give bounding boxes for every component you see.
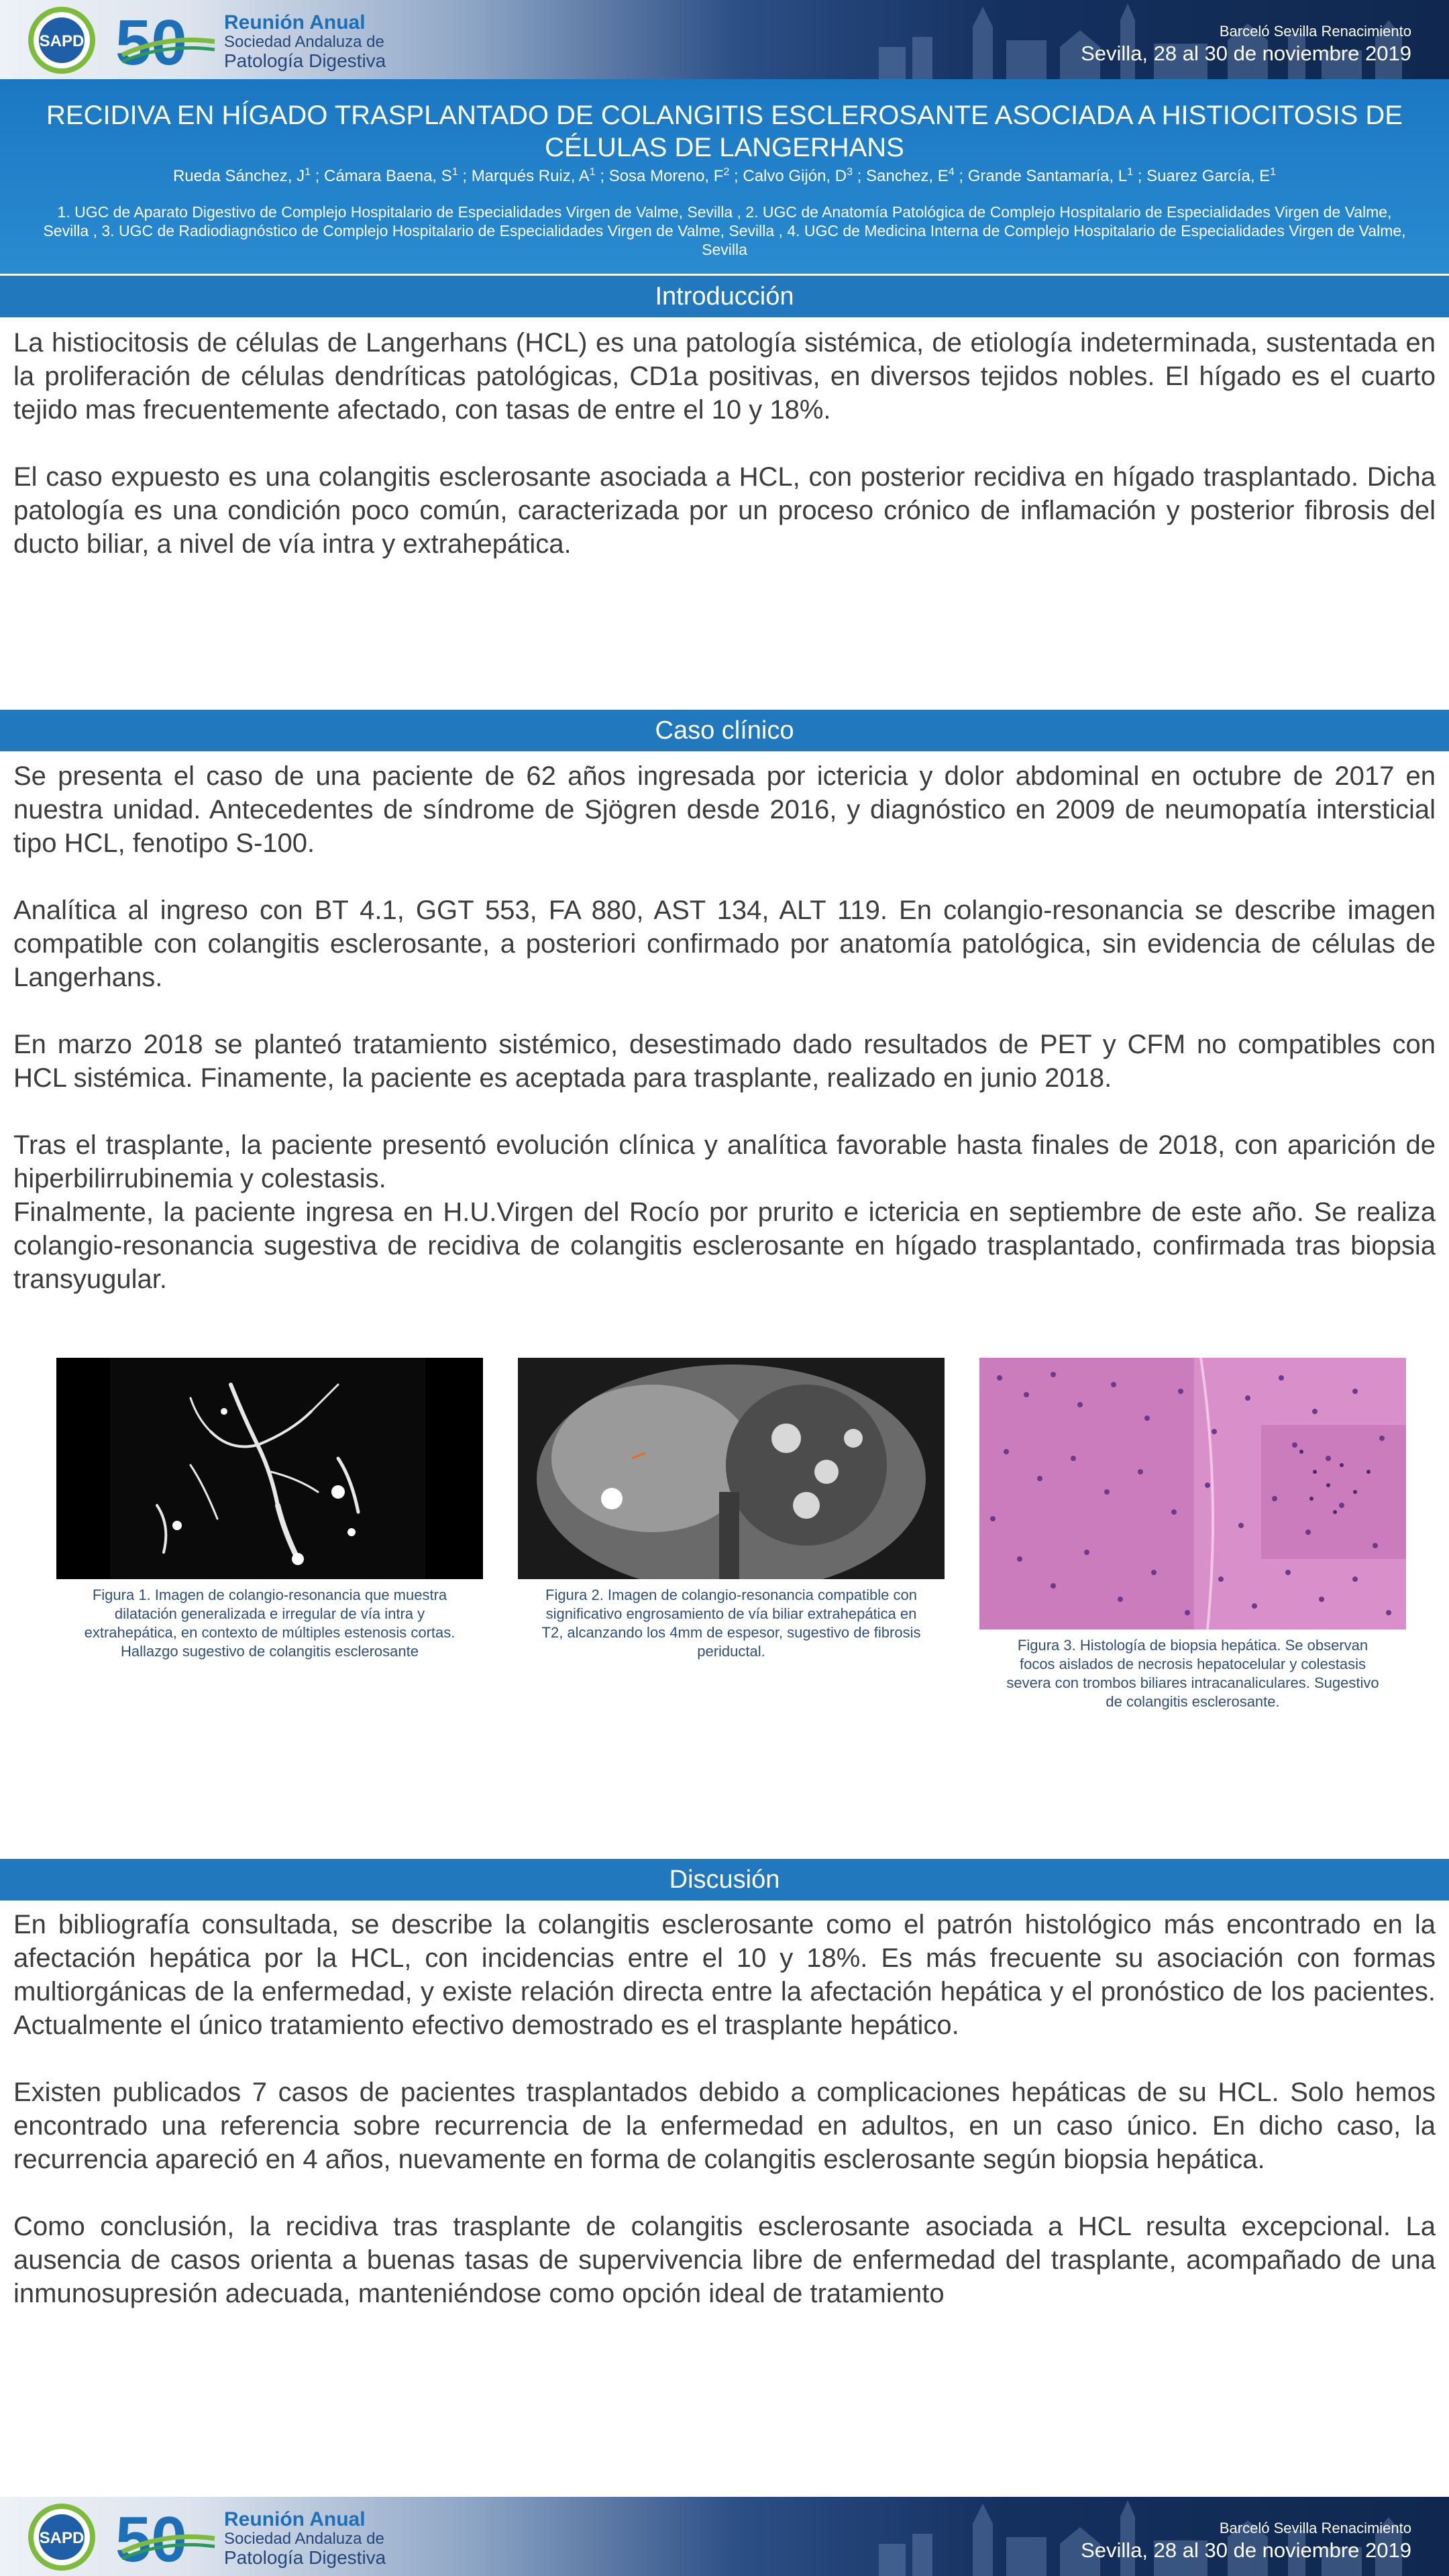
author: Calvo Gijón, $D^3$ <box>743 166 853 185</box>
section-heading-discusion: Discusión <box>0 1859 1449 1900</box>
poster-title-line-1: RECIDIVA EN HÍGADO TRASPLANTADO DE COLANGITIS ESCLEROSANTE ASOCIADA A HISTIOCITOSIS DE <box>46 101 1403 130</box>
author: Grande Santamaría, $L^1$ <box>967 166 1134 185</box>
paragraph: La histiocitosis de células de Langerhans (HCL) es una patología sistémica, de etiología indeterminada, sustentada en la proliferación de células dendríticas patológicas, CD1a positivas, en diversos tejidos nobles. El hígado es el cuarto tejido mas frecuentemente afectado, con tasas de entre el 10 y 18%. <box>13 328 1436 425</box>
paragraph: Analítica al ingreso con BT 4.1, GGT 553, FA 880, AST 134, ALT 119. En colangio-resonancia se describe imagen compatible con colangitis esclerosante, a posteriori confirmado por anatomía patológica, sin evidencia de células de Langerhans. <box>13 896 1436 992</box>
svg-text:SAPD: SAPD <box>39 32 85 50</box>
banner-sociedad-label: Sociedad Andaluza de <box>224 33 384 51</box>
svg-text:50: 50 <box>115 2505 187 2569</box>
author: Rueda Sánchez, $J^1$ <box>172 166 311 185</box>
banner-venue: Barceló Sevilla Renacimiento <box>1219 23 1411 40</box>
figure-3 <box>979 1358 1406 1733</box>
author: Sanchez, $E^4$ <box>866 166 955 185</box>
author: Marqués Ruiz, $A^1$ <box>471 166 596 185</box>
banner-sociedad-label: Sociedad Andaluza de <box>224 2530 384 2548</box>
histology-image-figure-3 <box>979 1358 1406 1629</box>
mri-image-figure-2 <box>518 1358 945 1579</box>
paragraph: Finalmente, la paciente ingresa en H.U.Virgen del Rocío por prurito e ictericia en septiembre de este año. Se realiza colangio-resonancia sugestiva de recidiva de colangitis esclerosante en hígado trasplantado, confirmada tras biopsia transyugular. <box>13 1197 1436 1294</box>
svg-text:SAPD: SAPD <box>39 2529 85 2547</box>
discusion-body <box>13 1908 1436 2310</box>
caso-clinico-body <box>13 759 1436 1296</box>
fifty-anniversary-logo-icon <box>115 2505 216 2569</box>
top-banner <box>0 0 1449 79</box>
figure-2 <box>518 1358 945 1693</box>
author: Sosa Moreno, $F^2$ <box>608 166 730 185</box>
section-heading-introduccion: Introducción <box>0 276 1449 317</box>
svg-text:50: 50 <box>115 8 187 72</box>
section-heading-caso-clinico: Caso clínico <box>0 710 1449 751</box>
banner-patologia-label: Patología Digestiva <box>224 2547 386 2568</box>
banner-dates: Sevilla, 28 al 30 de noviembre 2019 <box>1081 42 1411 65</box>
sapd-logo-icon <box>27 5 97 75</box>
paragraph: Tras el trasplante, la paciente presentó evolución clínica y analítica favorable hasta finales de 2018, con aparición de hiperbilirrubinemia y colestasis. <box>13 1130 1436 1193</box>
fifty-anniversary-logo-icon <box>115 8 216 72</box>
bottom-banner <box>0 2497 1449 2576</box>
mrcp-image-figure-1 <box>56 1358 483 1579</box>
author: Cámara Baena, $S^1$ <box>323 166 458 185</box>
sapd-logo-icon <box>27 2502 97 2572</box>
authors-list: Rueda Sánchez, $J^1$ ; Cámara Baena, $S^1$ ; Marqués Ruiz, $A^1$ ; Sosa Moreno, $F^2$ ; Calvo Gijón, $D^3$ ; Sanchez, $E^4$ ; Grande Santamaría, $L^1$ ; Suarez García, $E^1$ <box>172 166 1277 185</box>
banner-reunion-label: Reunión Anual <box>224 2508 366 2530</box>
paragraph: En bibliografía consultada, se describe la colangitis esclerosante como el patrón histológico más encontrado en la afectación hepática por la HCL, con incidencias entre el 10 y 18%. Es más frecuente su asociación con formas multiorgánicas de la enfermedad, y existe relación directa entre la afectación hepática y el pronóstico de los pacientes. Actualmente el único tratamiento efectivo demostrado es el trasplante hepático. <box>13 1910 1436 2040</box>
banner-dates: Sevilla, 28 al 30 de noviembre 2019 <box>1081 2538 1411 2562</box>
paragraph: El caso expuesto es una colangitis esclerosante asociada a HCL, con posterior recidiva en hígado trasplantado. Dicha patología es una condición poco común, caracterizada por un proceso crónico de inflamación y posterior fibrosis del ducto biliar, a nivel de vía intra y extrahepática. <box>13 462 1436 559</box>
banner-reunion-label: Reunión Anual <box>224 11 366 34</box>
poster-title-line-2: CÉLULAS DE LANGERHANS <box>545 133 904 162</box>
figure-3-caption: Figura 3. Histología de biopsia hepática. Se observan focos aislados de necrosis hepatocelular y colestasis severa con trombos biliares intracanaliculares. Sugestivo de colangitis esclerosante. <box>1006 1637 1379 1710</box>
poster-title <box>27 99 1422 164</box>
figure-2-caption: Figura 2. Imagen de colangio-resonancia compatible con significativo engrosamiento de vía biliar extrahepática en T2, alcanzando los 4mm de espesor, sugestivo de fibrosis periductal. <box>541 1587 921 1660</box>
banner-patologia-label: Patología Digestiva <box>224 50 386 71</box>
figure-1-caption: Figura 1. Imagen de colangio-resonancia que muestra dilatación generalizada e irregular de vía intra y extrahepática, en contexto de múltiples estenosis cortas. Hallazgo sugestivo de colangitis esclerosante <box>84 1587 455 1660</box>
affiliations: 1. UGC de Aparato Digestivo de Complejo Hospitalario de Especialidades Virgen de Valme, Sevilla , 2. UGC de Anatomía Patológica de Complejo Hospitalario de Especialidades Virgen de Valme, Sevilla , 3. UGC de Radiodiagnóstico de Complejo Hospitalario de Especialidades Virgen de Valme, Sevilla , 4. UGC de Medicina Interna de Complejo Hospitalario de Especialidades Virgen de Valme, Sevilla <box>43 203 1406 258</box>
paragraph: Se presenta el caso de una paciente de 62 años ingresada por ictericia y dolor abdominal en octubre de 2017 en nuestra unidad. Antecedentes de síndrome de Sjögren desde 2016, y diagnóstico en 2009 de neumopatía intersticial tipo HCL, fenotipo S-100. <box>13 761 1436 858</box>
introduccion-body <box>13 326 1436 561</box>
poster-header <box>0 79 1449 274</box>
paragraph: Existen publicados 7 casos de pacientes trasplantados debido a complicaciones hepáticas de su HCL. Solo hemos encontrado una referencia sobre recurrencia de la enfermedad en adultos, en un caso único. En dicho caso, la recurrencia apareció en 4 años, nuevamente en forma de colangitis esclerosante según biopsia hepática. <box>13 2078 1436 2174</box>
paragraph: En marzo 2018 se planteó tratamiento sistémico, desestimado dado resultados de PET y CFM no compatibles con HCL sistémica. Finamente, la paciente es aceptada para trasplante, realizado en junio 2018. <box>13 1030 1436 1093</box>
banner-venue: Barceló Sevilla Renacimiento <box>1219 2520 1411 2536</box>
figure-1 <box>56 1358 483 1693</box>
author: Suarez García, $E^1$ <box>1146 166 1277 185</box>
paragraph: Como conclusión, la recidiva tras trasplante de colangitis esclerosante asociada a HCL resulta excepcional. La ausencia de casos orienta a buenas tasas de supervivencia libre de enfermedad del trasplante, acompañado de una inmunosupresión adecuada, manteniéndose como opción ideal de tratamiento <box>13 2212 1436 2308</box>
